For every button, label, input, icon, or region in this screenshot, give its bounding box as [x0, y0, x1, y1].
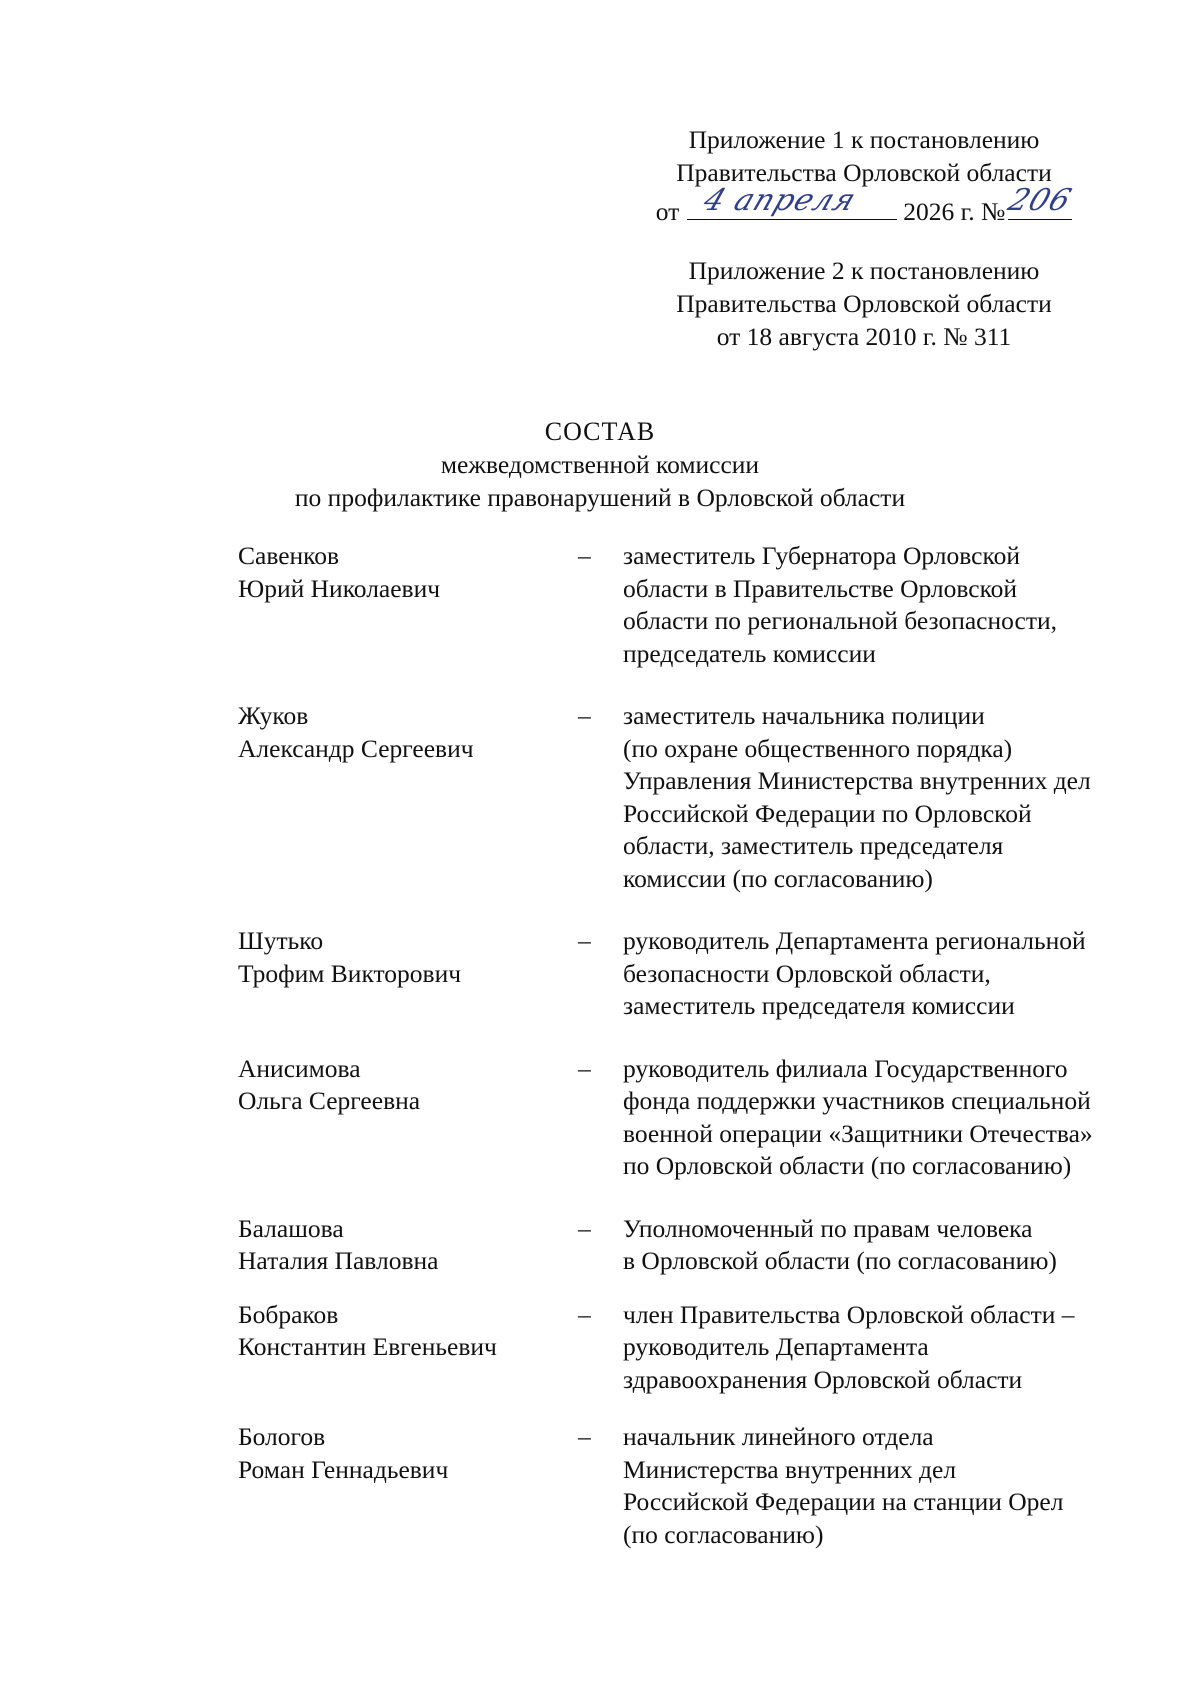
member-role — [623, 1213, 1158, 1278]
member-dash: – — [578, 1053, 591, 1083]
member-row — [238, 540, 1158, 670]
member-role-line: Министерства внутренних дел — [623, 1454, 957, 1484]
member-role-line: заместитель председателя комиссии — [623, 991, 1015, 1020]
members-list — [238, 540, 1158, 1581]
member-role-line: в Орловской области (по согласованию) — [623, 1246, 1057, 1275]
appendix-1-header — [630, 123, 1098, 228]
member-name — [238, 540, 578, 605]
member-role-line: Российской Федерации по Орловской — [623, 798, 1032, 828]
member-name — [238, 1421, 578, 1486]
member-surname: Шутько — [238, 926, 324, 955]
member-surname: Балашова — [238, 1213, 344, 1243]
member-given-names: Константин Евгеньевич — [238, 1332, 497, 1361]
appendix-1-line-2: Правительства Орловской области — [676, 158, 1052, 187]
member-role — [623, 700, 1158, 895]
number-fill-line — [1003, 183, 1077, 220]
member-name — [238, 1053, 578, 1118]
member-given-names: Александр Сергеевич — [238, 733, 474, 763]
member-name — [238, 1213, 578, 1278]
member-role-line: член Правительства Орловской области – — [623, 1299, 1075, 1329]
member-role-line: руководитель филиала Государственного — [623, 1053, 1068, 1083]
appendix-1-line-1: Приложение 1 к постановлению — [688, 125, 1040, 154]
member-given-names: Трофим Викторович — [238, 958, 462, 988]
member-row — [238, 1421, 1158, 1551]
member-given-names: Юрий Николаевич — [238, 573, 441, 603]
handwritten-date: 4 апреля — [698, 183, 861, 218]
member-surname: Бобраков — [238, 1299, 339, 1329]
member-given-names: Ольга Сергеевна — [238, 1086, 421, 1115]
member-role-line: фонда поддержки участников специальной — [623, 1086, 1091, 1115]
member-role — [623, 1421, 1158, 1551]
member-role-line: начальник линейного отдела — [623, 1422, 934, 1451]
member-role-line: здравоохранения Орловской области — [623, 1364, 1023, 1394]
member-role-line: военной операции «Защитники Отечества» — [623, 1118, 1093, 1148]
member-dash: – — [578, 541, 591, 570]
member-role — [623, 540, 1158, 670]
member-row — [238, 925, 1158, 1023]
member-role-line: заместитель Губернатора Орловской — [623, 541, 1020, 570]
member-role-line: Уполномоченный по правам человека — [623, 1213, 1033, 1243]
appendix-2-line-2: Правительства Орловской области — [676, 289, 1052, 318]
member-dash: – — [578, 1422, 591, 1451]
member-surname: Бологов — [238, 1422, 326, 1451]
member-surname: Анисимова — [238, 1053, 361, 1083]
member-row — [238, 1213, 1158, 1278]
member-name — [238, 700, 578, 765]
member-role-line: Управления Министерства внутренних дел — [623, 766, 1091, 795]
member-row — [238, 1299, 1158, 1397]
member-role-line: безопасности Орловской области, — [623, 958, 991, 988]
year-and-number-label: 2026 г. № — [903, 197, 1006, 226]
appendix-2-line-3: от 18 августа 2010 г. № 311 — [716, 322, 1012, 351]
member-dash: – — [578, 926, 591, 955]
member-surname: Савенков — [238, 541, 340, 570]
member-role — [623, 1299, 1158, 1397]
member-role-line: области в Правительстве Орловской — [623, 573, 1018, 603]
member-dash: – — [578, 701, 591, 730]
appendix-2-header — [630, 254, 1098, 353]
member-role-line: председатель комиссии — [623, 638, 876, 668]
member-given-names: Роман Геннадьевич — [238, 1454, 449, 1484]
member-role — [623, 1053, 1158, 1183]
member-role-line: по Орловской области (по согласованию) — [623, 1151, 1072, 1180]
member-given-names: Наталия Павловна — [238, 1246, 439, 1275]
member-role-line: (по охране общественного порядка) — [623, 733, 1013, 763]
member-role — [623, 925, 1158, 1023]
member-role-line: Российской Федерации на станции Орел — [623, 1487, 1064, 1516]
member-dash: – — [578, 1299, 591, 1329]
handwritten-number: 206 — [1003, 183, 1077, 218]
member-role-line: руководитель Департамента — [623, 1332, 929, 1361]
member-name — [238, 925, 578, 990]
member-surname: Жуков — [238, 701, 309, 730]
title-main: СОСТАВ — [544, 417, 656, 446]
member-role-line: (по согласованию) — [623, 1519, 824, 1549]
member-role-line: области по региональной безопасности, — [623, 606, 1058, 635]
appendix-2-line-1: Приложение 2 к постановлению — [688, 256, 1040, 285]
title-line-3: по профилактике правонарушений в Орловской области — [294, 483, 906, 512]
member-row — [238, 1053, 1158, 1183]
title-line-2: межведомственной комиссии — [440, 450, 760, 479]
appendix-1-date-line — [630, 183, 1098, 228]
member-role-line: области, заместитель председателя — [623, 831, 1004, 860]
member-name — [238, 1299, 578, 1364]
member-role-line: комиссии (по согласованию) — [623, 863, 933, 893]
member-dash: – — [578, 1213, 591, 1243]
date-prefix: от — [655, 197, 680, 226]
member-role-line: заместитель начальника полиции — [623, 701, 985, 730]
member-role-line: руководитель Департамента региональной — [623, 926, 1086, 955]
member-row — [238, 700, 1158, 895]
document-title — [0, 415, 1200, 514]
date-fill-line — [687, 183, 897, 220]
